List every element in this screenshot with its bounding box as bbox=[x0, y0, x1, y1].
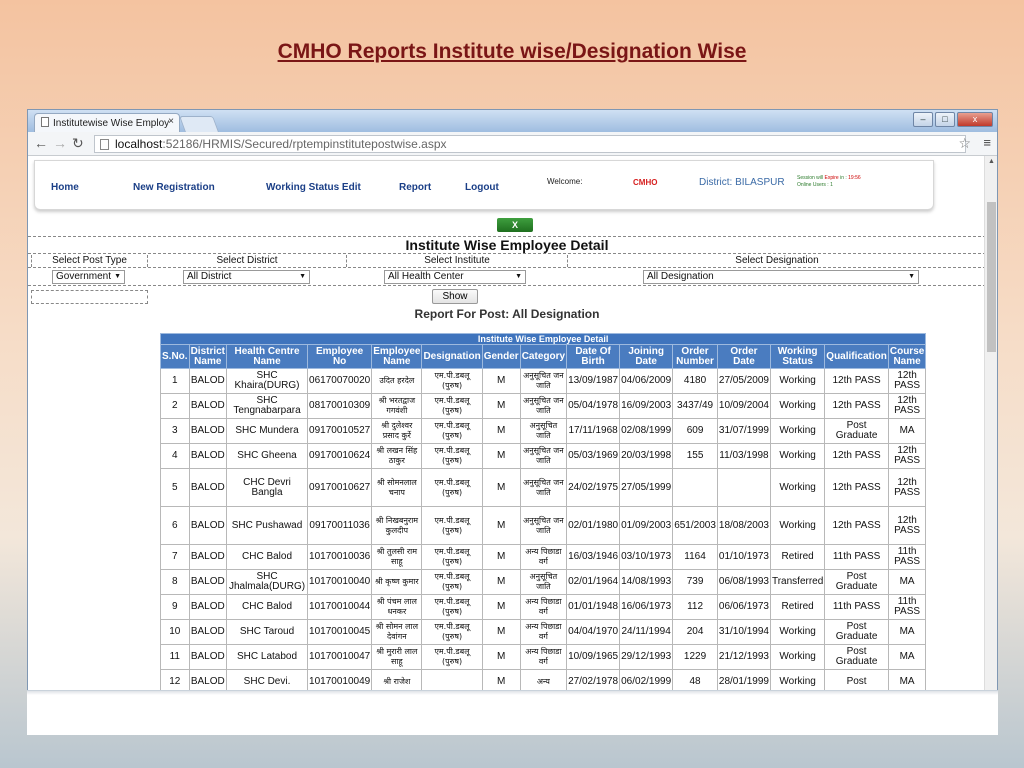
table-row bbox=[161, 419, 926, 444]
column-header: Employee Name bbox=[373, 345, 421, 367]
table-cell: 24/02/1975 bbox=[567, 469, 620, 507]
report-title: Institute Wise Employee Detail bbox=[28, 236, 986, 254]
table-cell: 01/09/2003 bbox=[620, 507, 673, 545]
table-cell: 10 bbox=[161, 620, 190, 645]
table-cell: श्री मुरारी लाल साहू bbox=[372, 645, 422, 670]
url-host: localhost bbox=[115, 137, 163, 151]
table-cell: 155 bbox=[673, 444, 718, 469]
table-cell: M bbox=[482, 670, 520, 695]
table-cell: Working bbox=[770, 507, 824, 545]
table-row bbox=[161, 394, 926, 419]
table-cell: 18/08/2003 bbox=[717, 507, 770, 545]
table-cell: 651/2003 bbox=[673, 507, 718, 545]
table-cell: 2 bbox=[161, 394, 190, 419]
table-cell: 31/07/1999 bbox=[717, 419, 770, 444]
page-icon bbox=[100, 139, 109, 150]
table-cell: 16/03/1946 bbox=[567, 545, 620, 570]
table-cell: एम.पी.डबलू (पुरुष) bbox=[422, 469, 482, 507]
table-cell: Post Graduate bbox=[825, 570, 889, 595]
table-cell: Working bbox=[770, 444, 824, 469]
table-cell: BALOD bbox=[189, 545, 226, 570]
table-cell: 06/06/1973 bbox=[717, 595, 770, 620]
table-cell: 10170010044 bbox=[308, 595, 372, 620]
show-button[interactable]: Show bbox=[432, 289, 478, 304]
table-cell: 09170010527 bbox=[308, 419, 372, 444]
table-cell: 04/06/2009 bbox=[620, 369, 673, 394]
table-cell: MA bbox=[888, 645, 925, 670]
address-bar bbox=[28, 132, 997, 156]
table-cell: M bbox=[482, 469, 520, 507]
table-cell: 17/11/1968 bbox=[567, 419, 620, 444]
filter-label-district: Select District bbox=[147, 255, 346, 267]
browser-titlebar bbox=[28, 110, 997, 132]
institute-select[interactable] bbox=[384, 270, 526, 284]
table-cell: श्री सोमनलाल चनाप bbox=[372, 469, 422, 507]
table-cell: अनुसूचित जन जाति bbox=[520, 444, 566, 469]
table-cell: MA bbox=[888, 670, 925, 695]
table-cell: 3437/49 bbox=[673, 394, 718, 419]
table-cell: Working bbox=[770, 620, 824, 645]
session-expire: Expire bbox=[824, 175, 839, 181]
page-viewport bbox=[28, 156, 986, 735]
table-cell: 10170010047 bbox=[308, 645, 372, 670]
designation-value: All Designation bbox=[647, 271, 714, 282]
table-row bbox=[161, 444, 926, 469]
table-cell: MA bbox=[888, 620, 925, 645]
table-cell: 12th PASS bbox=[825, 394, 889, 419]
table-cell bbox=[673, 469, 718, 507]
table-cell: Post Graduate bbox=[825, 645, 889, 670]
table-row bbox=[161, 545, 926, 570]
table-cell: SHC Jhalmala(DURG) bbox=[227, 570, 308, 595]
table-cell: 11th PASS bbox=[825, 545, 889, 570]
session-prefix: Session will bbox=[797, 175, 824, 181]
district-label: District: BILASPUR bbox=[699, 177, 785, 188]
table-cell: 27/05/1999 bbox=[620, 469, 673, 507]
table-row bbox=[161, 469, 926, 507]
table-cell: 31/10/1994 bbox=[717, 620, 770, 645]
table-cell: 11th PASS bbox=[825, 595, 889, 620]
table-cell: 10170010045 bbox=[308, 620, 372, 645]
table-cell: 10170010036 bbox=[308, 545, 372, 570]
table-cell: SHC Taroud bbox=[227, 620, 308, 645]
table-cell: SHC Khaira(DURG) bbox=[227, 369, 308, 394]
table-cell: SHC Mundera bbox=[227, 419, 308, 444]
table-cell: BALOD bbox=[189, 620, 226, 645]
table-cell: 04/04/1970 bbox=[567, 620, 620, 645]
table-cell: 29/12/1993 bbox=[620, 645, 673, 670]
table-cell: 12 bbox=[161, 670, 190, 695]
table-cell: 02/08/1999 bbox=[620, 419, 673, 444]
table-cell: 02/01/1964 bbox=[567, 570, 620, 595]
column-header: District Name bbox=[190, 345, 226, 367]
filter-label-institute: Select Institute bbox=[346, 255, 567, 267]
nav-home-link[interactable]: Home bbox=[51, 182, 79, 193]
table-cell: 1229 bbox=[673, 645, 718, 670]
table-cell: 3 bbox=[161, 419, 190, 444]
table-cell: 739 bbox=[673, 570, 718, 595]
table-cell: 12th PASS bbox=[888, 394, 925, 419]
forward-arrow-icon[interactable]: → bbox=[53, 135, 67, 151]
table-cell: 09170010624 bbox=[308, 444, 372, 469]
table-cell: 05/03/1969 bbox=[567, 444, 620, 469]
table-cell: 01/01/1948 bbox=[567, 595, 620, 620]
footer-rule bbox=[27, 691, 998, 695]
table-cell: Post Graduate bbox=[825, 620, 889, 645]
table-cell: 12th PASS bbox=[888, 507, 925, 545]
table-cell: श्री लखन सिंह ठाकुर bbox=[372, 444, 422, 469]
table-cell: 05/04/1978 bbox=[567, 394, 620, 419]
filter-labels-row bbox=[28, 255, 986, 268]
table-cell: श्री पंचम लाल धनकर bbox=[372, 595, 422, 620]
table-cell: M bbox=[482, 595, 520, 620]
reload-icon[interactable]: ↻ bbox=[72, 135, 84, 151]
table-cell: SHC Tengnabarpara bbox=[227, 394, 308, 419]
filter-label-designation: Select Designation bbox=[567, 255, 986, 267]
close-window-button[interactable]: x bbox=[957, 112, 993, 127]
table-cell: 12th PASS bbox=[825, 507, 889, 545]
dropdown-caret-icon: ▼ bbox=[114, 273, 121, 280]
table-row bbox=[161, 645, 926, 670]
table-cell: M bbox=[482, 444, 520, 469]
table-cell: M bbox=[482, 620, 520, 645]
table-cell: 09170010627 bbox=[308, 469, 372, 507]
table-cell: MA bbox=[888, 570, 925, 595]
table-cell: BALOD bbox=[189, 570, 226, 595]
column-header: Date Of Birth bbox=[567, 345, 620, 369]
table-cell: 06/08/1993 bbox=[717, 570, 770, 595]
table-cell: 1164 bbox=[673, 545, 718, 570]
table-cell: BALOD bbox=[189, 507, 226, 545]
table-cell: 24/11/1994 bbox=[620, 620, 673, 645]
table-cell: M bbox=[482, 419, 520, 444]
table-cell: CHC Balod bbox=[227, 545, 308, 570]
url-path: :52186/HRMIS/Secured/rptempinstitutepostwise.aspx bbox=[162, 137, 447, 151]
column-header: S.No. bbox=[161, 345, 190, 369]
table-cell: अन्य bbox=[520, 670, 566, 695]
top-navigation bbox=[34, 160, 934, 210]
table-cell: एम.पी.डबलू (पुरुष) bbox=[422, 369, 482, 394]
table-cell: श्री कृष्ण कुमार bbox=[372, 570, 422, 595]
table-cell: 10/09/1965 bbox=[567, 645, 620, 670]
column-header: Course Name bbox=[889, 345, 925, 367]
designation-select[interactable] bbox=[643, 270, 919, 284]
table-cell: Working bbox=[770, 394, 824, 419]
table-cell: 8 bbox=[161, 570, 190, 595]
table-cell: 21/12/1993 bbox=[717, 645, 770, 670]
table-cell: Working bbox=[770, 645, 824, 670]
browser-window bbox=[27, 109, 998, 735]
table-cell: Working bbox=[770, 469, 824, 507]
table-cell: M bbox=[482, 570, 520, 595]
table-cell: श्री भरतद्वाज गगवंशी bbox=[372, 394, 422, 419]
table-cell: एम.पी.डबलू (पुरुष) bbox=[422, 595, 482, 620]
excel-export-icon[interactable]: X bbox=[497, 218, 533, 232]
table-cell: अनुसूचित जन जाति bbox=[520, 394, 566, 419]
table-cell: 02/01/1980 bbox=[567, 507, 620, 545]
district-select[interactable] bbox=[183, 270, 310, 284]
column-header: Employee No bbox=[308, 345, 372, 369]
dropdown-caret-icon: ▼ bbox=[515, 273, 522, 280]
table-cell: 5 bbox=[161, 469, 190, 507]
table-cell: 12th PASS bbox=[825, 469, 889, 507]
table-cell: MA bbox=[888, 419, 925, 444]
table-cell: श्री तुलसी राम साहू bbox=[372, 545, 422, 570]
table-cell: उदित हरदेल bbox=[372, 369, 422, 394]
table-cell: CHC Devri Bangla bbox=[227, 469, 308, 507]
table-cell: अनुसूचित जन जाति bbox=[520, 507, 566, 545]
table-cell: BALOD bbox=[189, 369, 226, 394]
table-row bbox=[161, 595, 926, 620]
session-info bbox=[797, 175, 861, 189]
table-cell: अन्य पिछाडा वर्ग bbox=[520, 595, 566, 620]
table-cell: Working bbox=[770, 670, 824, 695]
slide-footer-box bbox=[27, 690, 998, 735]
nav-new-registration-link[interactable]: New Registration bbox=[133, 182, 215, 193]
table-cell: 20/03/1998 bbox=[620, 444, 673, 469]
table-cell: Working bbox=[770, 419, 824, 444]
tab-close-icon[interactable]: × bbox=[168, 116, 174, 127]
table-cell: अन्य पिछाडा वर्ग bbox=[520, 545, 566, 570]
table-cell: अनुसूचित जन जाति bbox=[520, 469, 566, 507]
table-cell: Post Graduate bbox=[825, 419, 889, 444]
scrollbar-thumb[interactable] bbox=[987, 202, 996, 352]
table-cell: M bbox=[482, 369, 520, 394]
table-cell: 12th PASS bbox=[825, 369, 889, 394]
table-cell: M bbox=[482, 645, 520, 670]
table-cell: M bbox=[482, 545, 520, 570]
column-header: Category bbox=[520, 345, 566, 369]
table-cell: 16/09/2003 bbox=[620, 394, 673, 419]
dropdown-caret-icon: ▼ bbox=[299, 273, 306, 280]
table-cell: Retired bbox=[770, 595, 824, 620]
table-cell: 4180 bbox=[673, 369, 718, 394]
scroll-up-icon[interactable]: ▲ bbox=[988, 158, 995, 165]
table-cell: एम.पी.डबलू (पुरुष) bbox=[422, 394, 482, 419]
table-cell: 03/10/1973 bbox=[620, 545, 673, 570]
filter-controls-row bbox=[28, 269, 986, 286]
table-cell: BALOD bbox=[189, 394, 226, 419]
column-header: Joining Date bbox=[620, 345, 673, 369]
table-cell: BALOD bbox=[189, 670, 226, 695]
table-row bbox=[161, 620, 926, 645]
url-input[interactable] bbox=[94, 135, 966, 153]
table-cell: Post bbox=[825, 670, 889, 695]
table-body bbox=[161, 369, 926, 695]
table-cell: 9 bbox=[161, 595, 190, 620]
welcome-label: Welcome: bbox=[547, 177, 583, 186]
table-cell: श्री राजेश bbox=[372, 670, 422, 695]
table-cell: श्री सोमन लाल देवांगन bbox=[372, 620, 422, 645]
table-cell: CHC Balod bbox=[227, 595, 308, 620]
column-header: Qualification bbox=[825, 345, 889, 369]
maximize-button[interactable]: □ bbox=[935, 112, 955, 127]
table-cell: BALOD bbox=[189, 444, 226, 469]
table-cell: 27/05/2009 bbox=[717, 369, 770, 394]
table-cell: 10170010049 bbox=[308, 670, 372, 695]
table-cell: 12th PASS bbox=[888, 444, 925, 469]
table-cell: 01/10/1973 bbox=[717, 545, 770, 570]
table-cell: 14/08/1993 bbox=[620, 570, 673, 595]
table-cell: SHC Devi. bbox=[227, 670, 308, 695]
table-cell: एम.पी.डबलू (पुरुष) bbox=[422, 444, 482, 469]
table-cell: 4 bbox=[161, 444, 190, 469]
table-cell bbox=[717, 469, 770, 507]
table-cell: श्री दुलेश्वर प्रसाद कुर्रे bbox=[372, 419, 422, 444]
table-cell: अनुसूचित जाति bbox=[520, 419, 566, 444]
table-cell: 10170010040 bbox=[308, 570, 372, 595]
table-cell: BALOD bbox=[189, 469, 226, 507]
nav-working-status-edit-link[interactable]: Working Status Edit bbox=[266, 182, 361, 193]
table-cell: 27/02/1978 bbox=[567, 670, 620, 695]
table-cell: 16/06/1973 bbox=[620, 595, 673, 620]
table-cell: BALOD bbox=[189, 419, 226, 444]
nav-logout-link[interactable]: Logout bbox=[465, 182, 499, 193]
column-header: Working Status bbox=[770, 345, 824, 369]
table-cell: श्री निखबनुराम कुलदीप bbox=[372, 507, 422, 545]
table-header-row bbox=[161, 345, 926, 369]
table-cell: एम.पी.डबलू (पुरुष) bbox=[422, 545, 482, 570]
back-arrow-icon[interactable]: ← bbox=[34, 135, 48, 151]
table-cell: 112 bbox=[673, 595, 718, 620]
table-cell: 7 bbox=[161, 545, 190, 570]
table-cell: अनुसूचित जाति bbox=[520, 570, 566, 595]
table-cell: 08170010309 bbox=[308, 394, 372, 419]
slide-title: CMHO Reports Institute wise/Designation Wise bbox=[277, 40, 747, 63]
column-header: Designation bbox=[422, 345, 482, 369]
table-cell: 1 bbox=[161, 369, 190, 394]
table-cell: 11/03/1998 bbox=[717, 444, 770, 469]
table-cell: 6 bbox=[161, 507, 190, 545]
district-value: All District bbox=[187, 271, 232, 282]
table-cell: एम.पी.डबलू (पुरुष) bbox=[422, 419, 482, 444]
table-cell: 609 bbox=[673, 419, 718, 444]
table-cell: 11 bbox=[161, 645, 190, 670]
table-cell: SHC Pushawad bbox=[227, 507, 308, 545]
table-cell: 12th PASS bbox=[825, 444, 889, 469]
document-icon bbox=[41, 117, 49, 127]
vertical-scrollbar[interactable] bbox=[984, 156, 997, 735]
minimize-button[interactable]: – bbox=[913, 112, 933, 127]
table-cell: M bbox=[482, 507, 520, 545]
column-header: Health Centre Name bbox=[227, 345, 308, 369]
table-cell: 13/09/1987 bbox=[567, 369, 620, 394]
report-for-label: Report For Post: All Designation bbox=[414, 307, 600, 321]
table-cell: 12th PASS bbox=[888, 369, 925, 394]
table-cell: 09170011036 bbox=[308, 507, 372, 545]
table-cell: 10/09/2004 bbox=[717, 394, 770, 419]
table-cell: 06/02/1999 bbox=[620, 670, 673, 695]
post-type-select[interactable] bbox=[52, 270, 125, 284]
table-cell: एम.पी.डबलू (पुरुष) bbox=[422, 645, 482, 670]
dropdown-caret-icon: ▼ bbox=[908, 273, 915, 280]
table-cell: SHC Latabod bbox=[227, 645, 308, 670]
table-row bbox=[161, 570, 926, 595]
table-cell: Retired bbox=[770, 545, 824, 570]
table-cell: BALOD bbox=[189, 645, 226, 670]
table-cell: 204 bbox=[673, 620, 718, 645]
filter-label-post-type: Select Post Type bbox=[31, 255, 147, 267]
nav-report-link[interactable]: Report bbox=[399, 182, 432, 193]
column-header: Order Date bbox=[717, 345, 770, 369]
post-type-value: Government bbox=[56, 271, 112, 282]
table-row bbox=[161, 369, 926, 394]
menu-icon[interactable]: ≡ bbox=[983, 135, 991, 150]
table-cell: अन्य पिछाडा वर्ग bbox=[520, 645, 566, 670]
table-cell: BALOD bbox=[189, 595, 226, 620]
column-header: Order Number bbox=[673, 345, 718, 369]
column-header: Gender bbox=[482, 345, 520, 369]
user-name: CMHO bbox=[633, 178, 658, 187]
table-cell: Working bbox=[770, 369, 824, 394]
table-cell: अन्य पिछाडा वर्ग bbox=[520, 620, 566, 645]
table-cell: SHC Gheena bbox=[227, 444, 308, 469]
employee-table bbox=[160, 333, 926, 695]
table-cell: 11th PASS bbox=[888, 595, 925, 620]
table-cell: 06170070020 bbox=[308, 369, 372, 394]
tab-title: Institutewise Wise Employ bbox=[53, 118, 170, 129]
table-cell: 11th PASS bbox=[888, 545, 925, 570]
online-users: Online Users : 1 bbox=[797, 182, 833, 188]
table-row bbox=[161, 507, 926, 545]
table-cell: 28/01/1999 bbox=[717, 670, 770, 695]
browser-tab[interactable] bbox=[34, 113, 180, 132]
table-cell: M bbox=[482, 394, 520, 419]
session-in: in : bbox=[840, 175, 847, 181]
empty-filter-box bbox=[31, 290, 148, 304]
table-caption: Institute Wise Employee Detail bbox=[161, 334, 926, 345]
table-cell: एम.पी.डबलू (पुरुष) bbox=[422, 570, 482, 595]
bookmark-star-icon[interactable]: ☆ bbox=[958, 135, 971, 151]
table-cell: अनुसूचित जन जाति bbox=[520, 369, 566, 394]
table-cell: एम.पी.डबलू (पुरुष) bbox=[422, 620, 482, 645]
table-cell: Transferred bbox=[770, 570, 824, 595]
new-tab-button[interactable] bbox=[179, 116, 219, 132]
institute-value: All Health Center bbox=[388, 271, 464, 282]
table-cell: 48 bbox=[673, 670, 718, 695]
session-time: 19:56 bbox=[848, 175, 861, 181]
table-cell: एम.पी.डबलू (पुरुष) bbox=[422, 507, 482, 545]
table-cell: 12th PASS bbox=[888, 469, 925, 507]
